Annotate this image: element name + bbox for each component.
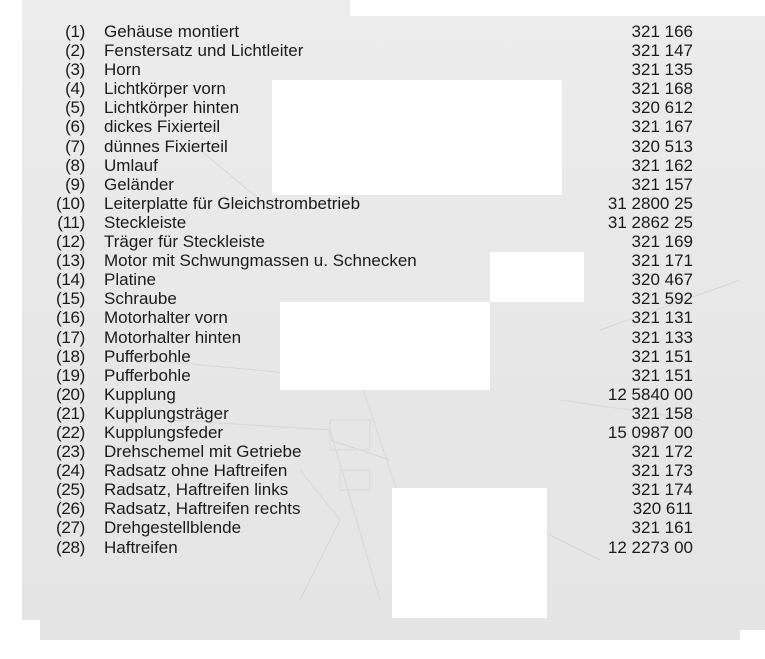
part-code: 321 173 [631, 461, 693, 481]
part-row [0, 117, 765, 136]
part-code: 31 2800 25 [607, 193, 693, 213]
part-number: (3) [65, 60, 85, 80]
part-row [0, 251, 765, 270]
part-row [0, 461, 765, 480]
part-name: Drehschemel mit Getriebe [104, 442, 302, 462]
part-number: (5) [65, 98, 85, 118]
part-row [0, 156, 765, 175]
part-number: (12) [55, 232, 85, 252]
part-row [0, 308, 765, 327]
part-number: (1) [65, 22, 85, 41]
part-number: (13) [55, 251, 85, 271]
part-code: 321 161 [631, 518, 693, 538]
part-number: (19) [55, 365, 85, 385]
part-code: 320 612 [631, 98, 693, 118]
part-code: 321 162 [631, 155, 693, 175]
part-name: Pufferbohle [104, 346, 191, 366]
part-number: (4) [65, 79, 85, 99]
part-row [0, 137, 765, 156]
part-code: 321 166 [631, 22, 693, 41]
part-row [0, 442, 765, 461]
part-row [0, 366, 765, 385]
part-name: Träger für Steckleiste [104, 232, 265, 252]
part-name: Pufferbohle [104, 365, 191, 385]
part-number: (11) [57, 212, 85, 232]
part-name: Steckleiste [104, 212, 187, 232]
part-row [0, 328, 765, 347]
part-row [0, 423, 765, 442]
part-name: Fenstersatz und Lichtleiter [104, 41, 304, 61]
part-row [0, 499, 765, 518]
part-name: Kupplungsfeder [104, 422, 224, 442]
part-row [0, 518, 765, 537]
part-code: 321 133 [631, 327, 693, 347]
part-code: 321 174 [631, 480, 693, 500]
part-row [0, 385, 765, 404]
part-number: (16) [55, 308, 85, 328]
part-number: (2) [65, 41, 85, 61]
part-row [0, 270, 765, 289]
part-number: (8) [65, 155, 85, 175]
part-code: 321 135 [631, 60, 693, 80]
part-row [0, 232, 765, 251]
part-code: 12 5840 00 [607, 384, 693, 404]
part-number: (26) [55, 499, 85, 519]
part-name: Platine [104, 270, 156, 290]
part-code: 321 151 [631, 346, 693, 366]
part-code: 31 2862 25 [607, 212, 693, 232]
part-row [0, 213, 765, 232]
part-name: Motorhalter vorn [104, 308, 228, 328]
part-row [0, 538, 765, 557]
part-row [0, 194, 765, 213]
part-code: 321 172 [631, 442, 693, 462]
part-name: Radsatz, Haftreifen rechts [104, 499, 301, 519]
part-name: Horn [104, 60, 141, 80]
part-number: (20) [55, 384, 85, 404]
part-row [0, 41, 765, 60]
part-code: 321 171 [631, 251, 693, 271]
part-row [0, 79, 765, 98]
part-row [0, 175, 765, 194]
part-code: 321 151 [631, 365, 693, 385]
part-number: (27) [55, 518, 85, 538]
part-number: (9) [65, 174, 85, 194]
part-name: Radsatz, Haftreifen links [104, 480, 289, 500]
part-number: (6) [65, 117, 85, 137]
part-number: (21) [55, 403, 85, 423]
part-row [0, 404, 765, 423]
part-code: 12 2273 00 [607, 537, 693, 557]
part-number: (17) [55, 327, 85, 347]
part-name: Kupplung [104, 384, 176, 404]
part-code: 320 611 [632, 499, 693, 519]
part-code: 320 513 [631, 136, 693, 156]
part-name: Schraube [104, 289, 177, 309]
part-row [0, 347, 765, 366]
part-code: 320 467 [631, 270, 693, 290]
part-number: (22) [55, 422, 85, 442]
part-number: (28) [55, 537, 85, 557]
part-name: Motorhalter hinten [104, 327, 242, 347]
part-name: Kupplungsträger [104, 403, 229, 423]
part-number: (24) [55, 461, 85, 481]
part-name: Radsatz ohne Haftreifen [104, 461, 288, 481]
part-row [0, 22, 765, 41]
part-code: 321 147 [631, 41, 693, 61]
part-name: dickes Fixierteil [104, 117, 221, 137]
part-code: 321 168 [631, 79, 693, 99]
part-name: Drehgestellblende [104, 518, 242, 538]
part-code: 321 169 [631, 232, 693, 252]
part-name: Lichtkörper hinten [104, 98, 240, 118]
part-row [0, 289, 765, 308]
part-number: (25) [55, 480, 85, 500]
part-name: Gehäuse montiert [104, 22, 240, 41]
part-number: (15) [55, 289, 85, 309]
part-number: (14) [55, 270, 85, 290]
part-row [0, 98, 765, 117]
part-number: (10) [55, 193, 85, 213]
parts-list [0, 22, 765, 557]
part-code: 15 0987 00 [607, 422, 693, 442]
part-row [0, 480, 765, 499]
part-number: (7) [65, 136, 85, 156]
part-name: Umlauf [104, 155, 158, 175]
part-name: Geländer [104, 174, 174, 194]
part-code: 321 158 [631, 403, 693, 423]
part-number: (23) [55, 442, 85, 462]
part-name: Motor mit Schwungmassen u. Schnecken [104, 251, 417, 271]
part-code: 321 157 [631, 174, 693, 194]
part-code: 321 131 [631, 308, 693, 328]
part-row [0, 60, 765, 79]
part-name: dünnes Fixierteil [104, 136, 228, 156]
part-name: Lichtkörper vorn [104, 79, 226, 99]
part-name: Leiterplatte für Gleichstrombetrieb [104, 193, 361, 213]
part-name: Haftreifen [104, 537, 178, 557]
part-number: (18) [55, 346, 85, 366]
part-code: 321 167 [631, 117, 693, 137]
part-code: 321 592 [631, 289, 693, 309]
